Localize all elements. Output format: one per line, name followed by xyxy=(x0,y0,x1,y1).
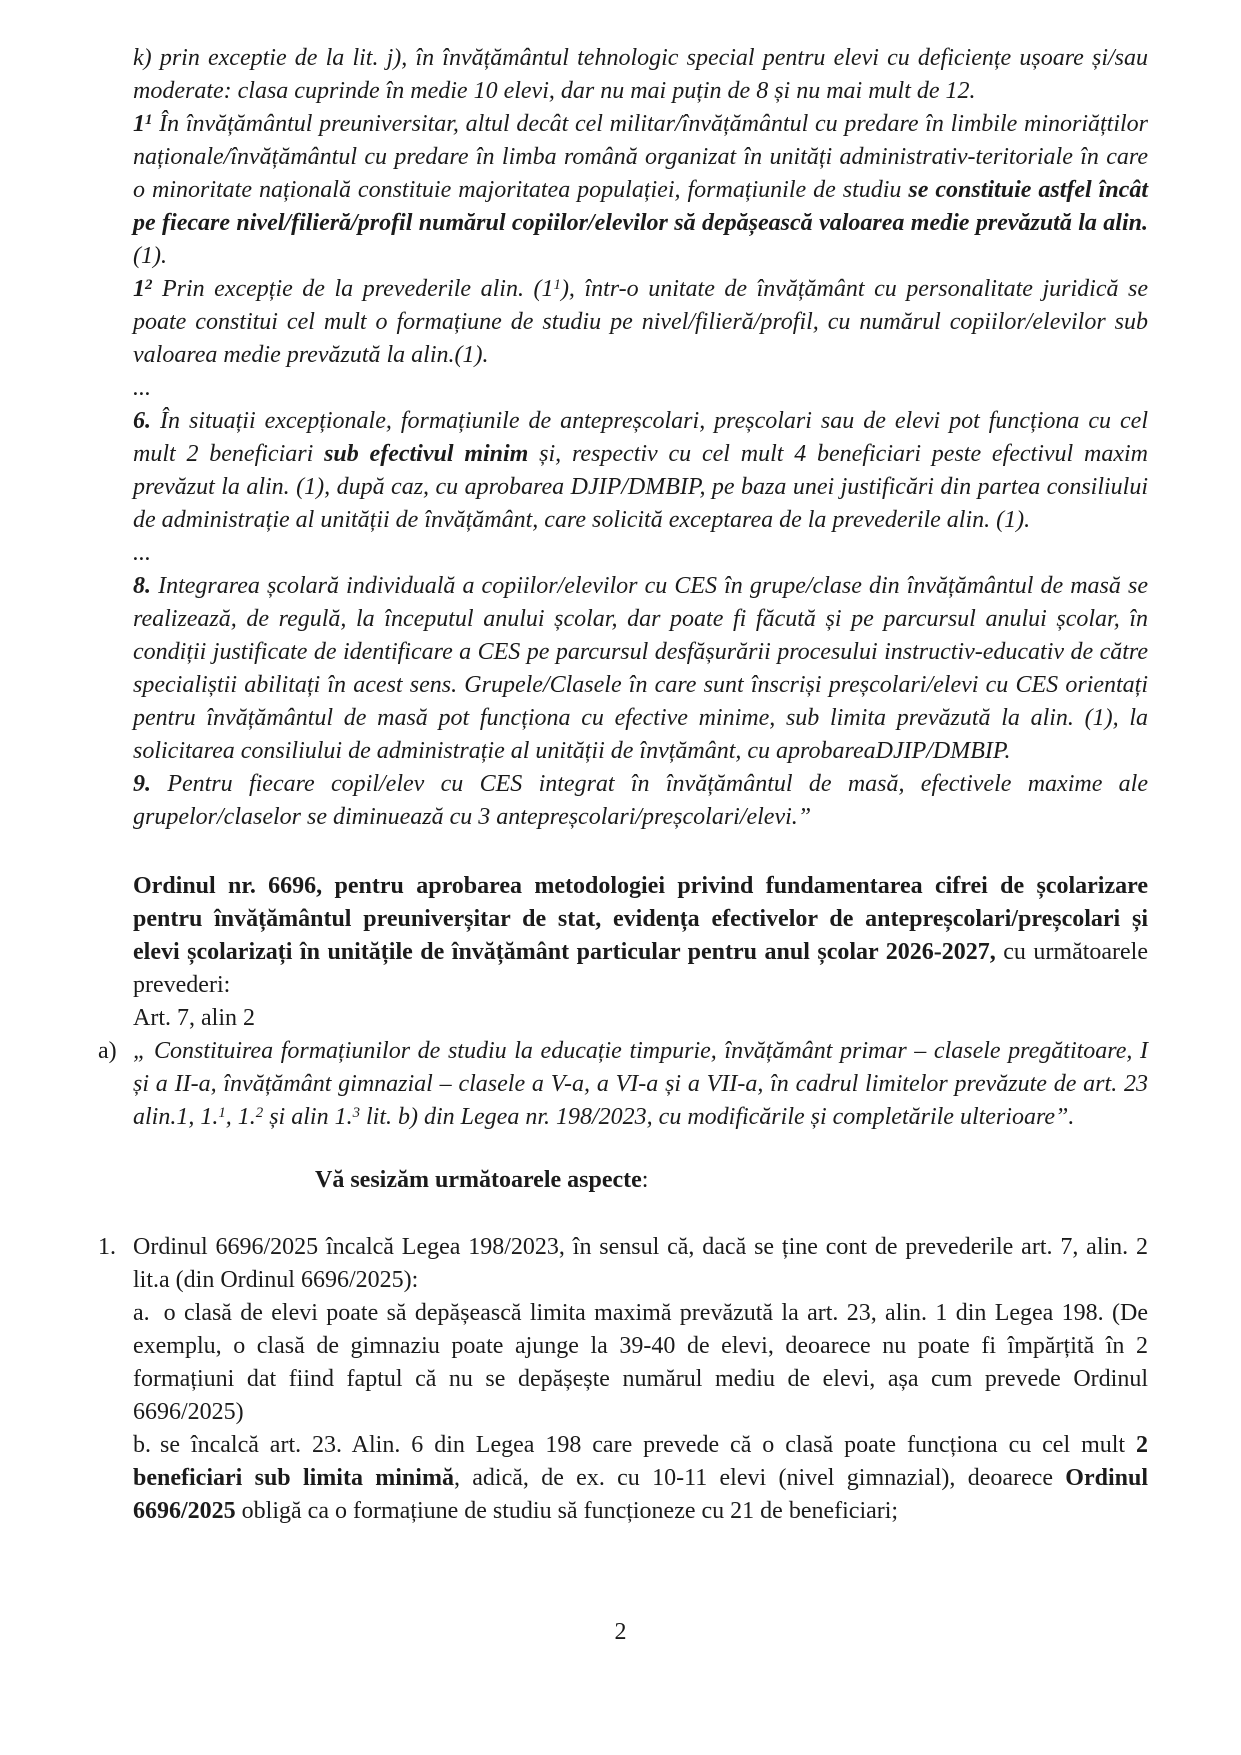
section-heading xyxy=(315,1164,1148,1197)
sub-item-a xyxy=(133,1297,1148,1429)
superscript: 1 xyxy=(553,276,561,293)
alinea-number: 9. xyxy=(133,771,151,797)
article-reference xyxy=(133,1002,1148,1035)
text-run: Prin excepție de la prevederile alin. (1 xyxy=(152,276,554,302)
superscript: 2 xyxy=(255,1104,264,1121)
paragraph-alin-1-1 xyxy=(133,108,1148,273)
text-run: lit. b) din Legea nr. 198/2023, cu modificările și completările ulterioare”. xyxy=(360,1104,1075,1130)
text-run: , 1. xyxy=(225,1104,256,1130)
sub-item-b xyxy=(133,1429,1148,1528)
legal-quote-block xyxy=(133,42,1148,834)
text-run-bold: Ordinul nr. 6696, pentru aprobarea metodologiei privind fundamentarea cifrei de școlarizare pentru învățământul preuniverșitar de stat, evidența efectivelor de antepreșcolari/preșcolari și elevi școlarizați în unitățile de învățământ particular pentru anul școlar 2026-2027, xyxy=(133,873,1148,965)
text-run: o clasă de elevi poate să depășească limita maximă prevăzută la art. 23, alin. 1 din Legea 198. (De exemplu, o clasă de gimnaziu poate ajunge la 39-40 de elevi, deoarece nu poate fi împărțită în 2 formațiuni dat fiind faptul că nu se depășește numărul mediu de elevi, așa cum prevede Ordinul 6696/2025) xyxy=(133,1300,1148,1425)
list-marker-1: 1. xyxy=(98,1234,116,1260)
text-run: ), într-o unitate de învățământ cu personalitate juridică se poate constitui cel mult o formațiune de studiu pe nivel/filieră/profil, cu numărul copiilor/elevilor sub valoarea medie prevăzută la alin.(1). xyxy=(133,276,1148,368)
document-content xyxy=(98,42,1148,1528)
sub-marker-a: a. xyxy=(133,1300,150,1326)
page-number: 2 xyxy=(614,1619,627,1645)
ellipsis-line xyxy=(133,537,1148,570)
heading-colon: : xyxy=(641,1167,649,1193)
sub-marker-b: b. xyxy=(133,1432,151,1458)
heading-text: Vă sesizăm următoarele aspecte xyxy=(315,1167,642,1193)
text-run-bold: sub efectivul minim xyxy=(324,441,529,467)
text-run: și, respectiv cu cel mult 4 beneficiari peste efectivul maxim prevăzut la alin. (1), după caz, cu aprobarea DJIP/DMBIP, pe baza unei justificări din partea consiliului de administrație al unității de învățământ, care solicită exceptarea de la prevederile alin. (1). xyxy=(133,441,1148,533)
paragraph-ordin-6696 xyxy=(133,870,1148,1002)
text-run-bold: se constituie astfel încât pe fiecare nivel/filieră/profil numărul copiilor/elevilor să depășească valoarea medie prevăzută la alin. xyxy=(133,177,1148,236)
text-run: , adică, de ex. cu 10-11 elevi (nivel gimnazial), deoarece xyxy=(453,1465,1066,1491)
text-run: se încalcă art. 23. Alin. 6 din Legea 198 care prevede că o clasă poate funcționa cu cel mult xyxy=(160,1432,1136,1458)
superscript: 1 xyxy=(145,111,153,128)
alinea-number: 1 xyxy=(133,111,145,137)
issues-list xyxy=(98,1231,1148,1528)
text-run: ... xyxy=(133,540,151,566)
superscript: 1 xyxy=(218,1104,226,1121)
list-item-a-quote xyxy=(98,1035,1148,1134)
superscript: 3 xyxy=(352,1104,360,1121)
text-run: „ Constituirea formațiunilor de studiu la educație timpurie, învățământ primar – clasele pregătitoare, I și a II-a, învățământ gimnazial – clasele a V-a, a VI-a și a VII-a, în cadrul limitelor prevăzute de art. 23 alin.1, 1. xyxy=(133,1038,1148,1130)
ellipsis-line xyxy=(133,372,1148,405)
alinea-number: 6. xyxy=(133,408,151,434)
text-run: obligă ca o formațiune de studiu să funcționeze cu 21 de beneficiari; xyxy=(235,1498,899,1524)
text-run-bold: 2 beneficiari sub limita minimă xyxy=(133,1432,1148,1491)
text-run-bold: Ordinul 6696/2025 xyxy=(133,1465,1148,1524)
text-run: cu următoarele prevederi: xyxy=(133,939,1148,998)
superscript: 2 xyxy=(145,276,153,293)
text-run: și alin 1. xyxy=(263,1104,353,1130)
numbered-item-1 xyxy=(98,1231,1148,1297)
text-run: ... xyxy=(133,375,151,401)
text-run: Pentru fiecare copil/elev cu CES integrat în învățământul de masă, efectivele maxime ale grupelor/claselor se diminuează cu 3 antepreșcolari/preșcolari/elevi.” xyxy=(133,771,1148,830)
alinea-number: 8. xyxy=(133,573,151,599)
paragraph-alin-8 xyxy=(133,570,1148,768)
text-run: În învățământul preuniversitar, altul decât cel militar/învățământul cu predare în limbile minoriățtilor naționale/învățământul cu predare în limba română organizat în unități administrativ-teritoriale în care o minoritate națională constituie majoritatea populației, formațiunile de studiu xyxy=(133,111,1148,203)
text-run: Integrarea școlară individuală a copiilor/elevilor cu CES în grupe/clase din învățământul de masă se realizează, de regulă, la începutul anului școlar, dar poate fi făcută și pe parcursul anului școlar, în condiții justificate de identificare a CES pe parcursul desfășurării procesului instructiv-educativ de către specialiștii abilitați în acest sens. Grupele/Clasele în care sunt înscriși preșcolari/elevi cu CES orientați pentru învățământul de masă pot funcționa cu efective minime, sub limita prevăzută la alin. (1), la solicitarea consiliului de administrație al unității de învțământ, cu aprobareaDJIP/DMBIP. xyxy=(133,573,1148,764)
text-run: (1). xyxy=(133,243,167,269)
text-run: k) prin exceptie de la lit. j), în învățământul tehnologic special pentru elevi cu deficiențe ușoare și/sau moderate: clasa cuprinde în medie 10 elevi, dar nu mai puțin de 8 și nu mai mult de 12. xyxy=(133,45,1148,104)
ordin-6696-section xyxy=(98,870,1148,1134)
paragraph-alin-9 xyxy=(133,768,1148,834)
paragraph-alin-1-2 xyxy=(133,273,1148,372)
list-marker-a: a) xyxy=(98,1038,117,1064)
text-run: Art. 7, alin 2 xyxy=(133,1005,255,1031)
alinea-number: 1 xyxy=(133,276,145,302)
text-run: Ordinul 6696/2025 încalcă Legea 198/2023, în sensul că, dacă se ține cont de prevederile art. 7, alin. 2 lit.a (din Ordinul 6696/2025): xyxy=(133,1234,1148,1293)
text-run: În situații excepționale, formațiunile de antepreșcolari, preșcolari sau de elevi pot funcționa cu cel mult 2 beneficiari xyxy=(133,408,1148,467)
paragraph-lit-k xyxy=(133,42,1148,108)
paragraph-alin-6 xyxy=(133,405,1148,537)
